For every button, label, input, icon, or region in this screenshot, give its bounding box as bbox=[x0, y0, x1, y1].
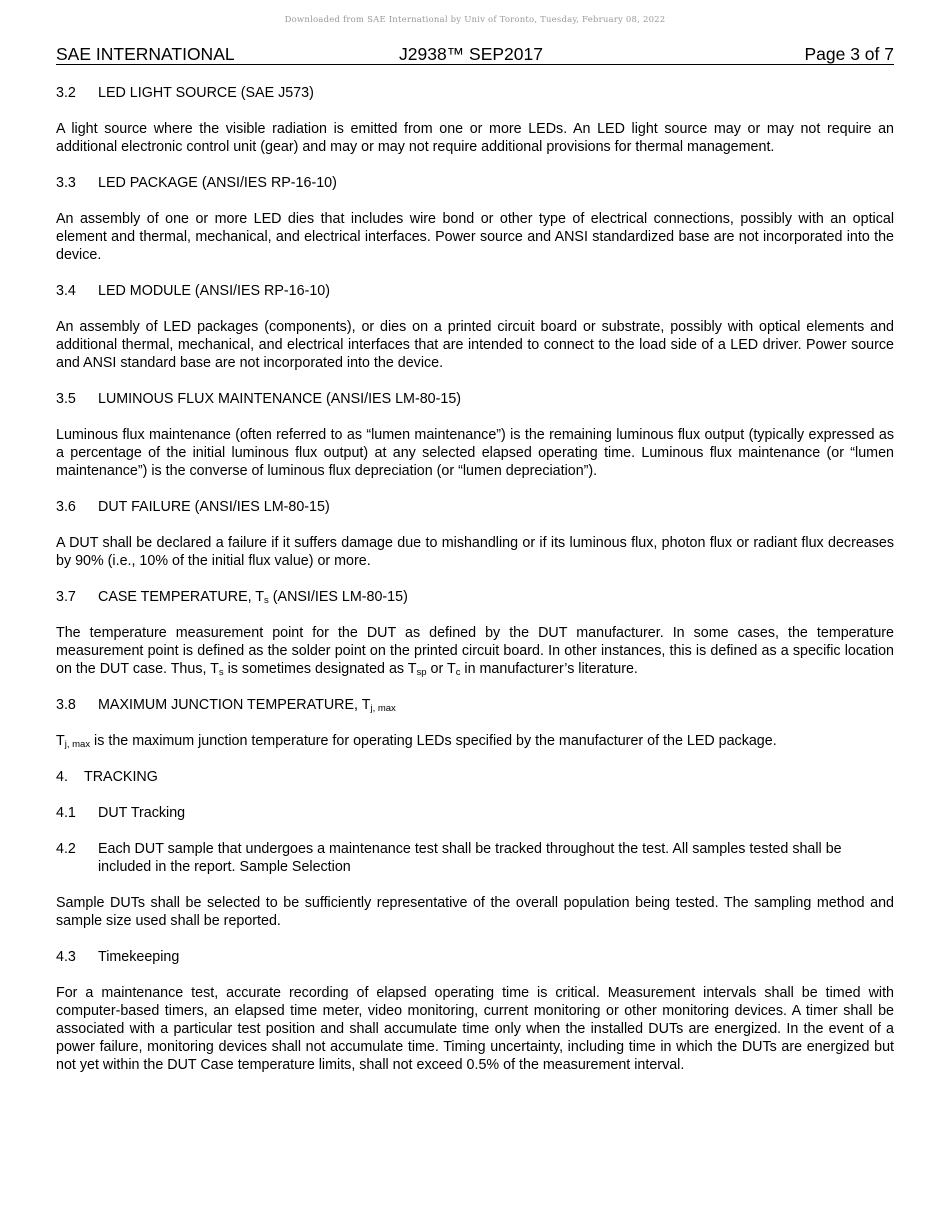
title-text: (ANSI/IES LM-80-15) bbox=[268, 589, 408, 605]
section-title bbox=[98, 696, 396, 714]
section-number: 3.5 bbox=[56, 391, 76, 407]
section-4-2-text: Each DUT sample that undergoes a maintenance test shall be tracked throughout the test. All samples tested shall be included in the report. Sample Selection bbox=[98, 841, 842, 875]
section-3-3-body: An assembly of one or more LED dies that includes wire bond or other type of electrical connections, possibly with an optical element and thermal, mechanical, and electrical interfaces. Power source and ANSI standardized base are not incorporated into the device. bbox=[56, 211, 894, 263]
section-title: LED LIGHT SOURCE (SAE J573) bbox=[98, 85, 314, 101]
download-watermark: Downloaded from SAE International by Univ of Toronto, Tuesday, February 08, 2022 bbox=[284, 15, 666, 25]
body-text: The temperature measurement point for the DUT as defined by the DUT manufacturer. In some cases, the temperature measurement point is defined as the solder point on the printed circuit board. In other instances, this is defined as a specific location on the DUT case. Thus, T bbox=[56, 625, 894, 677]
subscript: s bbox=[264, 595, 269, 606]
section-3-5-body: Luminous flux maintenance (often referred to as “lumen maintenance”) is the remaining luminous flux output (typically expressed as a percentage of the initial luminous flux output) at any selected elapsed operating time. Luminous flux maintenance (or “lumen maintenance”) is the converse of luminous flux depreciation (or “lumen depreciation”). bbox=[56, 427, 894, 479]
section-title: LUMINOUS FLUX MAINTENANCE (ANSI/IES LM-80-15) bbox=[98, 391, 462, 407]
section-number: 3.3 bbox=[56, 175, 76, 191]
section-3-2-heading bbox=[56, 84, 894, 102]
section-number: 3.4 bbox=[56, 283, 76, 299]
title-text: MAXIMUM JUNCTION TEMPERATURE, T bbox=[98, 697, 371, 713]
subscript: s bbox=[218, 667, 224, 678]
body-text: in manufacturer’s literature. bbox=[460, 661, 638, 677]
section-number: 4. bbox=[56, 769, 68, 785]
section-number: 4.3 bbox=[56, 949, 76, 965]
section-3-7-heading bbox=[56, 588, 894, 606]
section-4-1-heading bbox=[56, 804, 894, 822]
section-4-3-body: For a maintenance test, accurate recording of elapsed operating time is critical. Measurement intervals shall be timed with computer-based timers, an elapsed time meter, video monitoring, current monitoring or other monitoring devices. A timer shall be associated with a particular test position and shall accumulate time only when the installed DUTs are energized. In the event of a power failure, monitoring devices shall not accumulate time. Timing uncertainty, including time in which the DUTs are energized but not yet within the DUT Case temperature limits, shall not exceed 0.5% of the measurement interval. bbox=[56, 985, 894, 1073]
section-title: DUT FAILURE (ANSI/IES LM-80-15) bbox=[98, 499, 330, 515]
section-4-heading bbox=[56, 768, 894, 786]
subscript: c bbox=[455, 667, 461, 678]
subscript: j, max bbox=[370, 703, 396, 714]
section-4-2-item bbox=[56, 840, 894, 876]
body-text: is the maximum junction temperature for operating LEDs specified by the manufacturer of the LED package. bbox=[90, 733, 777, 749]
section-number: 3.2 bbox=[56, 85, 76, 101]
body-text: or T bbox=[426, 661, 456, 677]
header-document-id: J2938™ SEP2017 bbox=[399, 44, 543, 64]
page-header bbox=[56, 44, 894, 65]
section-title: DUT Tracking bbox=[98, 805, 186, 821]
subscript: j, max bbox=[64, 739, 91, 750]
section-number: 4.1 bbox=[56, 805, 76, 821]
section-3-8-body bbox=[56, 732, 894, 750]
section-3-6-body: A DUT shall be declared a failure if it suffers damage due to mishandling or if its luminous flux, photon flux or radiant flux decreases by 90% (i.e., 10% of the initial flux value) or more. bbox=[56, 535, 894, 569]
section-3-2-body: A light source where the visible radiation is emitted from one or more LEDs. An LED light source may or may not require an additional electronic control unit (gear) and may or may not require additional provisions for thermal management. bbox=[56, 121, 894, 155]
section-3-6-heading bbox=[56, 498, 894, 516]
section-4-3-heading bbox=[56, 948, 894, 966]
header-page-number: Page 3 of 7 bbox=[804, 44, 894, 64]
section-3-4-body: An assembly of LED packages (components), or dies on a printed circuit board or substrate, possibly with optical elements and additional thermal, mechanical, and electrical interfaces that are intended to connect to the load side of a LED driver. Power source and ANSI standard base are not incorporated into the device. bbox=[56, 319, 894, 371]
section-title: TRACKING bbox=[84, 769, 158, 785]
section-number: 3.7 bbox=[56, 589, 76, 605]
section-number: 4.2 bbox=[56, 841, 76, 857]
section-3-4-heading bbox=[56, 282, 894, 300]
subscript: sp bbox=[416, 667, 427, 678]
section-title bbox=[98, 588, 408, 606]
section-number: 3.8 bbox=[56, 697, 76, 713]
section-title: LED MODULE (ANSI/IES RP-16-10) bbox=[98, 283, 330, 299]
section-4-2-body: Sample DUTs shall be selected to be sufficiently representative of the overall population being tested. The sampling method and sample size used shall be reported. bbox=[56, 895, 894, 929]
section-title: Timekeeping bbox=[98, 949, 180, 965]
title-text: CASE TEMPERATURE, T bbox=[98, 589, 265, 605]
section-3-5-heading bbox=[56, 390, 894, 408]
section-3-8-heading bbox=[56, 696, 894, 714]
body-text: is sometimes designated as T bbox=[223, 661, 417, 677]
section-3-7-body bbox=[56, 624, 894, 678]
header-organization: SAE INTERNATIONAL bbox=[56, 44, 235, 64]
document-body bbox=[56, 84, 894, 1092]
body-text: T bbox=[56, 733, 65, 749]
section-title: LED PACKAGE (ANSI/IES RP-16-10) bbox=[98, 175, 337, 191]
section-number: 3.6 bbox=[56, 499, 76, 515]
section-3-3-heading bbox=[56, 174, 894, 192]
